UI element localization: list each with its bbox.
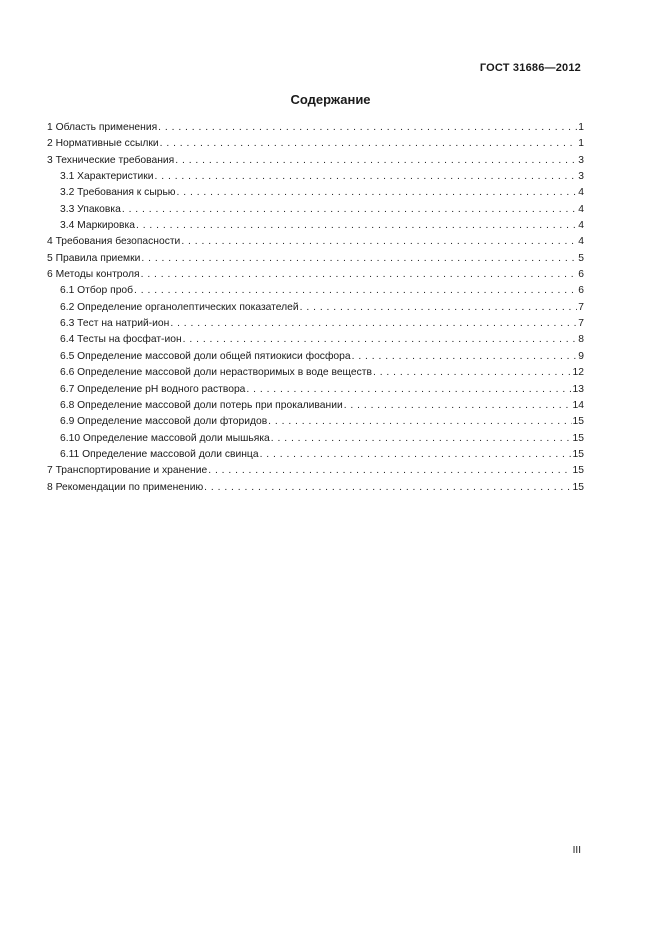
toc-entry-page: 9 — [578, 350, 584, 362]
toc-entry-label: 1 Область применения — [47, 122, 158, 133]
toc-entry[interactable] — [47, 136, 584, 152]
toc-entry[interactable] — [47, 251, 584, 267]
toc-entry-label: 6.11 Определение массовой доли свинца — [60, 448, 259, 460]
toc-entry-page: 6 — [578, 285, 584, 297]
dot-leader — [141, 251, 577, 267]
toc-entry[interactable] — [47, 431, 584, 447]
dot-leader — [260, 447, 572, 463]
toc-entry[interactable] — [47, 349, 584, 365]
toc-entry-page: 5 — [578, 252, 584, 264]
toc-entry-label: 3 Технические требования — [47, 154, 175, 166]
toc-entry-label: 5 Правила приемки — [47, 252, 141, 264]
dot-leader — [141, 267, 578, 283]
toc-entry-label: 3.1 Характеристики — [60, 171, 154, 183]
dot-leader — [373, 365, 572, 381]
toc-entry-label: 3.2 Требования к сырью — [60, 187, 176, 199]
dot-leader — [122, 202, 577, 218]
toc-entry-page: 4 — [578, 236, 584, 248]
dot-leader — [158, 120, 577, 136]
toc-entry-page: 15 — [572, 432, 584, 444]
document-code: ГОСТ 31686—2012 — [479, 62, 581, 74]
toc-entry-page: 12 — [572, 367, 584, 379]
dot-leader — [175, 153, 577, 169]
toc-entry-label: 6.7 Определение рН водного раствора — [60, 383, 246, 395]
dot-leader — [136, 218, 577, 234]
dot-leader — [155, 169, 578, 185]
dot-leader — [352, 349, 578, 365]
dot-leader — [204, 480, 571, 496]
dot-leader — [170, 316, 577, 332]
dot-leader — [208, 463, 571, 479]
toc-entry-page: 13 — [572, 383, 584, 395]
toc-entry-label: 8 Рекомендации по применению — [47, 481, 204, 493]
toc-entry[interactable] — [47, 316, 584, 332]
page-number: III — [572, 845, 581, 856]
table-of-contents — [47, 120, 584, 496]
toc-entry-label: 2 Нормативные ссылки — [47, 138, 159, 150]
toc-entry-label: 7 Транспортирование и хранение — [47, 465, 208, 477]
toc-entry-label: 6.6 Определение массовой доли нерастворимых в воде веществ — [60, 367, 372, 379]
dot-leader — [344, 398, 572, 414]
toc-entry-label: 6.1 Отбор проб — [60, 285, 134, 297]
dot-leader — [300, 300, 578, 316]
toc-entry[interactable] — [47, 382, 584, 398]
toc-entry-page: 8 — [578, 334, 584, 346]
dot-leader — [246, 382, 571, 398]
toc-entry-page: 14 — [572, 399, 584, 411]
toc-entry[interactable] — [47, 185, 584, 201]
dot-leader — [271, 431, 572, 447]
toc-entry-label: 6.9 Определение массовой доли фторидов — [60, 416, 268, 428]
toc-entry[interactable] — [47, 365, 584, 381]
toc-entry-label: 6.10 Определение массовой доли мышьяка — [60, 432, 270, 444]
toc-entry-page: 15 — [572, 416, 584, 428]
toc-entry[interactable] — [47, 414, 584, 430]
dot-leader — [183, 332, 578, 348]
toc-entry[interactable] — [47, 398, 584, 414]
toc-entry-page: 4 — [578, 203, 584, 215]
dot-leader — [177, 185, 578, 201]
toc-entry[interactable] — [47, 332, 584, 348]
toc-entry[interactable] — [47, 234, 584, 250]
toc-entry[interactable] — [47, 120, 584, 136]
toc-entry-page: 7 — [578, 301, 584, 313]
toc-entry-page: 15 — [572, 465, 584, 477]
toc-entry-label: 6.4 Тесты на фосфат-ион — [60, 334, 182, 346]
toc-entry-label: 4 Требования безопасности — [47, 236, 181, 248]
toc-entry-page: 3 — [578, 171, 584, 183]
dot-leader — [134, 283, 577, 299]
toc-entry[interactable] — [47, 283, 584, 299]
toc-entry-page: 3 — [578, 154, 584, 166]
toc-entry-page: 1 — [578, 122, 584, 133]
dot-leader — [181, 234, 577, 250]
toc-entry[interactable] — [47, 300, 584, 316]
dot-leader — [160, 136, 578, 152]
toc-entry-page: 15 — [572, 481, 584, 493]
toc-entry-label: 6.3 Тест на натрий-ион — [60, 318, 170, 330]
toc-entry-label: 6.5 Определение массовой доли общей пятиокиси фосфора — [60, 350, 351, 362]
toc-title: Содержание — [290, 92, 371, 107]
toc-entry[interactable] — [47, 169, 584, 185]
toc-entry[interactable] — [47, 480, 584, 496]
toc-entry-page: 4 — [578, 220, 584, 232]
toc-entry-page: 6 — [578, 269, 584, 281]
toc-entry[interactable] — [47, 218, 584, 234]
toc-entry-page: 15 — [572, 448, 584, 460]
toc-entry-page: 1 — [578, 138, 584, 150]
toc-entry[interactable] — [47, 267, 584, 283]
toc-entry[interactable] — [47, 153, 584, 169]
toc-entry-label: 3.3 Упаковка — [60, 203, 121, 215]
toc-entry-label: 6.2 Определение органолептических показателей — [60, 301, 299, 313]
toc-entry-page: 4 — [578, 187, 584, 199]
toc-entry-label: 6 Методы контроля — [47, 269, 140, 281]
toc-entry-label: 3.4 Маркировка — [60, 220, 135, 232]
toc-entry[interactable] — [47, 463, 584, 479]
dot-leader — [268, 414, 571, 430]
toc-entry-page: 7 — [578, 318, 584, 330]
toc-entry-label: 6.8 Определение массовой доли потерь при прокаливании — [60, 399, 343, 411]
toc-entry[interactable] — [47, 447, 584, 463]
toc-entry[interactable] — [47, 202, 584, 218]
